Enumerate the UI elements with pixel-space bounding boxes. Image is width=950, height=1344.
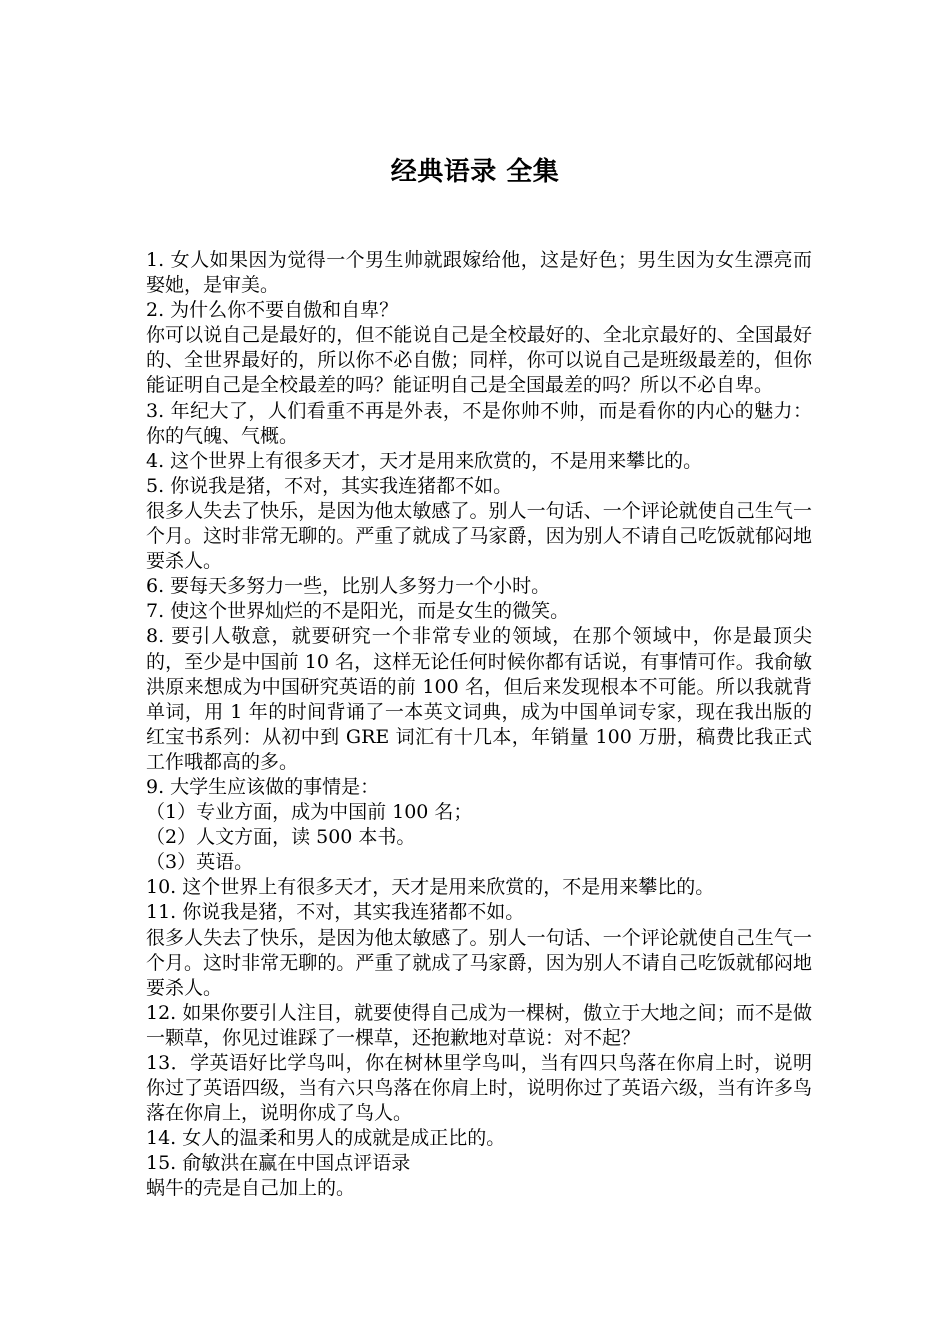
paragraph: 你可以说自己是最好的，但不能说自己是全校最好的、全北京最好的、全国最好的、全世界最好的，所以你不必自傲；同样，你可以说自己是班级最差的，但你能证明自己是全校最差的吗？能证明自己是全国最差的吗？所以不必自卑。 [146,324,812,397]
paragraph: 6. 要每天多努力一些，比别人多努力一个小时。 [146,575,551,598]
document-title: 经典语录 全集 [390,157,560,187]
paragraph: 7. 使这个世界灿烂的不是阳光，而是女生的微笑。 [146,600,570,623]
paragraph: 14. 女人的温柔和男人的成就是成正比的。 [146,1127,506,1150]
paragraph: 3. 年纪大了，人们看重不再是外表，不是你帅不帅，而是看你的内心的魅力：你的气魄、气概。 [146,399,812,447]
paragraph: 11. 你说我是猪，不对，其实我连猪都不如。 [146,901,525,924]
paragraph: 5. 你说我是猪，不对，其实我连猪都不如。 [146,474,513,497]
paragraph: 1. 女人如果因为觉得一个男生帅就跟嫁给他，这是好色；男生因为女生漂亮而娶她，是审美。 [146,249,812,297]
list-item: （2）人文方面，读 500 本书。 [146,826,416,849]
paragraph: 4. 这个世界上有很多天才，天才是用来欣赏的，不是用来攀比的。 [146,449,703,472]
document-body [146,248,812,1202]
paragraph: 12. 如果你要引人注目，就要使得自己成为一棵树，傲立于大地之间；而不是做一颗草，你见过谁踩了一棵草，还抱歉地对草说：对不起？ [146,1001,812,1049]
paragraph: 很多人失去了快乐，是因为他太敏感了。别人一句话、一个评论就使自己生气一个月。这时非常无聊的。严重了就成了马家爵，因为别人不请自己吃饭就郁闷地要杀人。 [146,499,812,573]
paragraph: 2. 为什么你不要自傲和自卑？ [146,299,399,322]
paragraph: 9. 大学生应该做的事情是： [146,775,380,798]
paragraph: 很多人失去了快乐，是因为他太敏感了。别人一句话、一个评论就使自己生气一个月。这时非常无聊的。严重了就成了马家爵，因为别人不请自己吃饭就郁闷地要杀人。 [146,926,812,999]
paragraph: 8. 要引人敬意，就要研究一个非常专业的领域，在那个领域中，你是最顶尖的，至少是中国前 10 名，这样无论任何时候你都有话说，有事情可作。我俞敏洪原来想成为中国研究英语的前 100 名，但后来发现根本不可能。所以我就背单词，用 1 年的时间背诵了一本英文词典，成为中国单词专家，现在我出版的红宝书系列：从初中到 GRE 词汇有十几本，年销量 100 万册，稿费比我正式工作哦都高的多。 [146,625,812,773]
list-item: （1）专业方面，成为中国前 100 名； [146,801,473,824]
paragraph: 10. 这个世界上有很多天才，天才是用来欣赏的，不是用来攀比的。 [146,876,715,899]
paragraph: 13．学英语好比学鸟叫，你在树林里学鸟叫，当有四只鸟落在你肩上时，说明你过了英语四级，当有六只鸟落在你肩上时，说明你过了英语六级，当有许多鸟落在你肩上，说明你成了鸟人。 [146,1052,812,1125]
paragraph: 15. 俞敏洪在赢在中国点评语录 [146,1152,411,1175]
list-item: （3）英语。 [146,851,254,874]
paragraph: 蜗牛的壳是自己加上的。 [146,1177,356,1200]
